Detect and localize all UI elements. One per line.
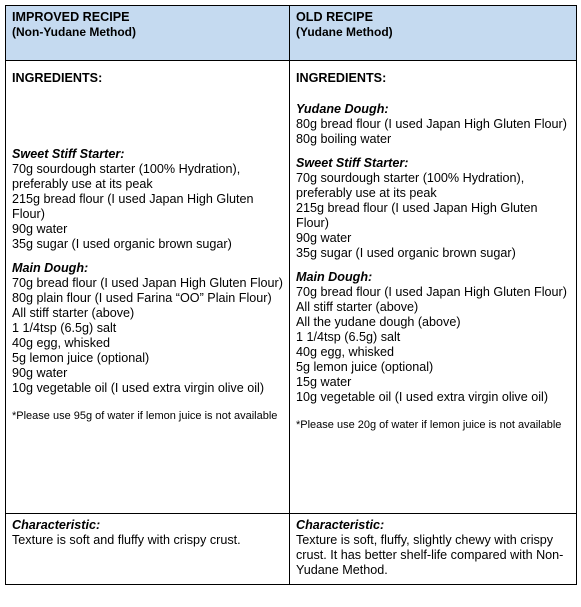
main-dough-title: Main Dough: [12,261,89,275]
list-item: 35g sugar (I used organic brown sugar) [12,237,232,251]
improved-recipe-subtitle: (Non-Yudane Method) [12,25,136,39]
improved-recipe-title: IMPROVED RECIPE [12,10,130,24]
ingredients-row [6,61,577,514]
header-row [6,6,577,61]
ingredients-label: INGREDIENTS: [12,71,103,85]
characteristic-row [6,514,577,585]
list-item: 215g bread flour (I used Japan High Gluten Flour) [296,201,538,230]
recipe-comparison-table [5,5,577,585]
list-item: 70g sourdough starter (100% Hydration), preferably use at its peak [12,162,241,191]
improved-recipe-header [6,6,290,61]
list-item: 70g bread flour (I used Japan High Gluten Flour) [12,276,283,290]
list-item: 5g lemon juice (optional) [12,351,150,365]
list-item: 5g lemon juice (optional) [296,360,434,374]
old-recipe-header [290,6,577,61]
improved-ingredients-cell [6,61,290,514]
old-recipe-title: OLD RECIPE [296,10,373,24]
ingredients-label: INGREDIENTS: [296,71,387,85]
old-ingredients-cell [290,61,577,514]
list-item: 80g bread flour (I used Japan High Gluten Flour) [296,117,567,131]
characteristic-text: Texture is soft, fluffy, slightly chewy with crispy crust. It has better shelf-life compared with Non-Yudane Method. [296,533,564,577]
yudane-dough-title: Yudane Dough: [296,102,389,116]
main-dough-title: Main Dough: [296,270,373,284]
list-item: 15g water [296,375,352,389]
water-note: *Please use 95g of water if lemon juice is not available [12,410,278,422]
sweet-stiff-starter-title: Sweet Stiff Starter: [12,147,125,161]
list-item: All the yudane dough (above) [296,315,461,329]
sweet-stiff-starter-title: Sweet Stiff Starter: [296,156,409,170]
characteristic-text: Texture is soft and fluffy with crispy crust. [12,533,241,547]
characteristic-title: Characteristic: [296,518,385,532]
list-item: 90g water [12,366,68,380]
characteristic-title: Characteristic: [12,518,101,532]
old-recipe-subtitle: (Yudane Method) [296,25,393,39]
list-item: 40g egg, whisked [296,345,395,359]
list-item: 10g vegetable oil (I used extra virgin olive oil) [12,381,265,395]
list-item: 90g water [296,231,352,245]
list-item: 215g bread flour (I used Japan High Gluten Flour) [12,192,254,221]
list-item: 80g plain flour (I used Farina “OO” Plain Flour) [12,291,272,305]
list-item: 1 1/4tsp (6.5g) salt [296,330,401,344]
list-item: 80g boiling water [296,132,392,146]
list-item: All stiff starter (above) [12,306,135,320]
old-characteristic-cell [290,514,577,585]
list-item: 70g sourdough starter (100% Hydration), preferably use at its peak [296,171,525,200]
improved-characteristic-cell [6,514,290,585]
list-item: 1 1/4tsp (6.5g) salt [12,321,117,335]
list-item: 70g bread flour (I used Japan High Gluten Flour) [296,285,567,299]
list-item: 90g water [12,222,68,236]
water-note: *Please use 20g of water if lemon juice is not available [296,419,562,431]
list-item: 10g vegetable oil (I used extra virgin olive oil) [296,390,549,404]
list-item: 35g sugar (I used organic brown sugar) [296,246,516,260]
list-item: All stiff starter (above) [296,300,419,314]
list-item: 40g egg, whisked [12,336,111,350]
